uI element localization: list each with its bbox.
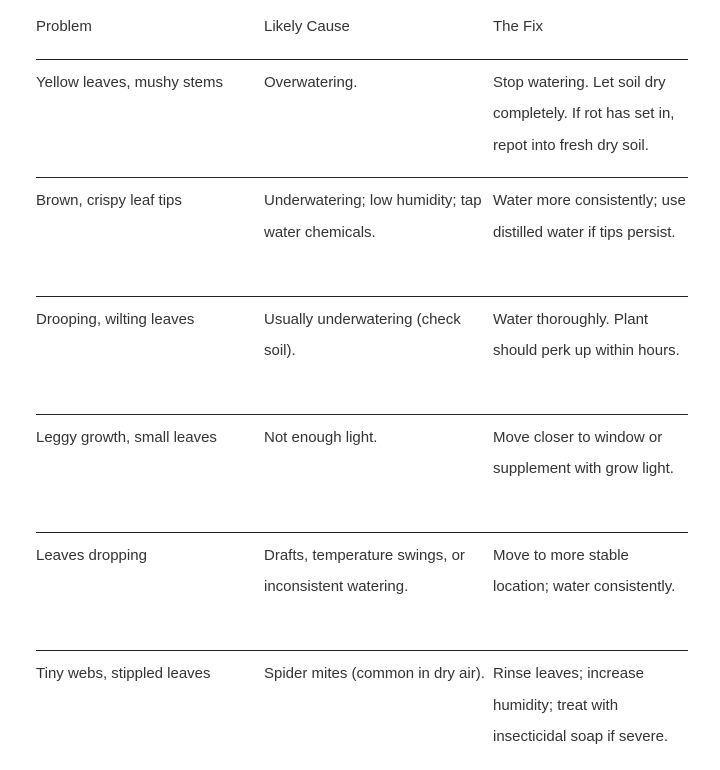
fix-cell: Move to more stable location; water consistently. — [493, 547, 676, 596]
fix-cell: Stop watering. Let soil dry completely. If rot has set in, repot into fresh dry soil. — [493, 74, 675, 154]
table-row — [36, 651, 688, 769]
table-header-row — [36, 0, 688, 60]
fix-cell: Water thoroughly. Plant should perk up within hours. — [493, 310, 680, 359]
cause-cell: Overwatering. — [264, 74, 358, 91]
table-row — [36, 60, 688, 178]
fix-cell: Rinse leaves; increase humidity; treat with insecticidal soap if severe. — [493, 665, 669, 746]
table-row — [36, 533, 688, 651]
cause-cell: Usually underwatering (check soil). — [264, 310, 461, 359]
header-likely-cause: Likely Cause — [264, 18, 350, 35]
problem-cell: Leggy growth, small leaves — [36, 428, 217, 446]
plant-problems-table — [36, 0, 688, 770]
problem-cell: Yellow leaves, mushy stems — [36, 74, 224, 91]
fix-cell: Water more consistently; use distilled water if tips persist. — [493, 192, 686, 241]
problem-cell: Brown, crispy leaf tips — [36, 192, 182, 210]
fix-cell: Move closer to window or supplement with grow light. — [493, 428, 674, 478]
problem-cell: Tiny webs, stippled leaves — [36, 665, 211, 683]
table-row — [36, 415, 688, 533]
cause-cell: Drafts, temperature swings, or inconsistent watering. — [264, 547, 465, 596]
table-row — [36, 297, 688, 415]
cause-cell: Underwatering; low humidity; tap water chemicals. — [264, 192, 482, 241]
table-row — [36, 178, 688, 296]
header-problem: Problem — [36, 18, 92, 35]
cause-cell: Not enough light. — [264, 428, 378, 446]
header-the-fix: The Fix — [493, 18, 544, 35]
problem-cell: Drooping, wilting leaves — [36, 310, 195, 328]
problem-cell: Leaves dropping — [36, 547, 147, 565]
cause-cell: Spider mites (common in dry air). — [264, 665, 485, 683]
